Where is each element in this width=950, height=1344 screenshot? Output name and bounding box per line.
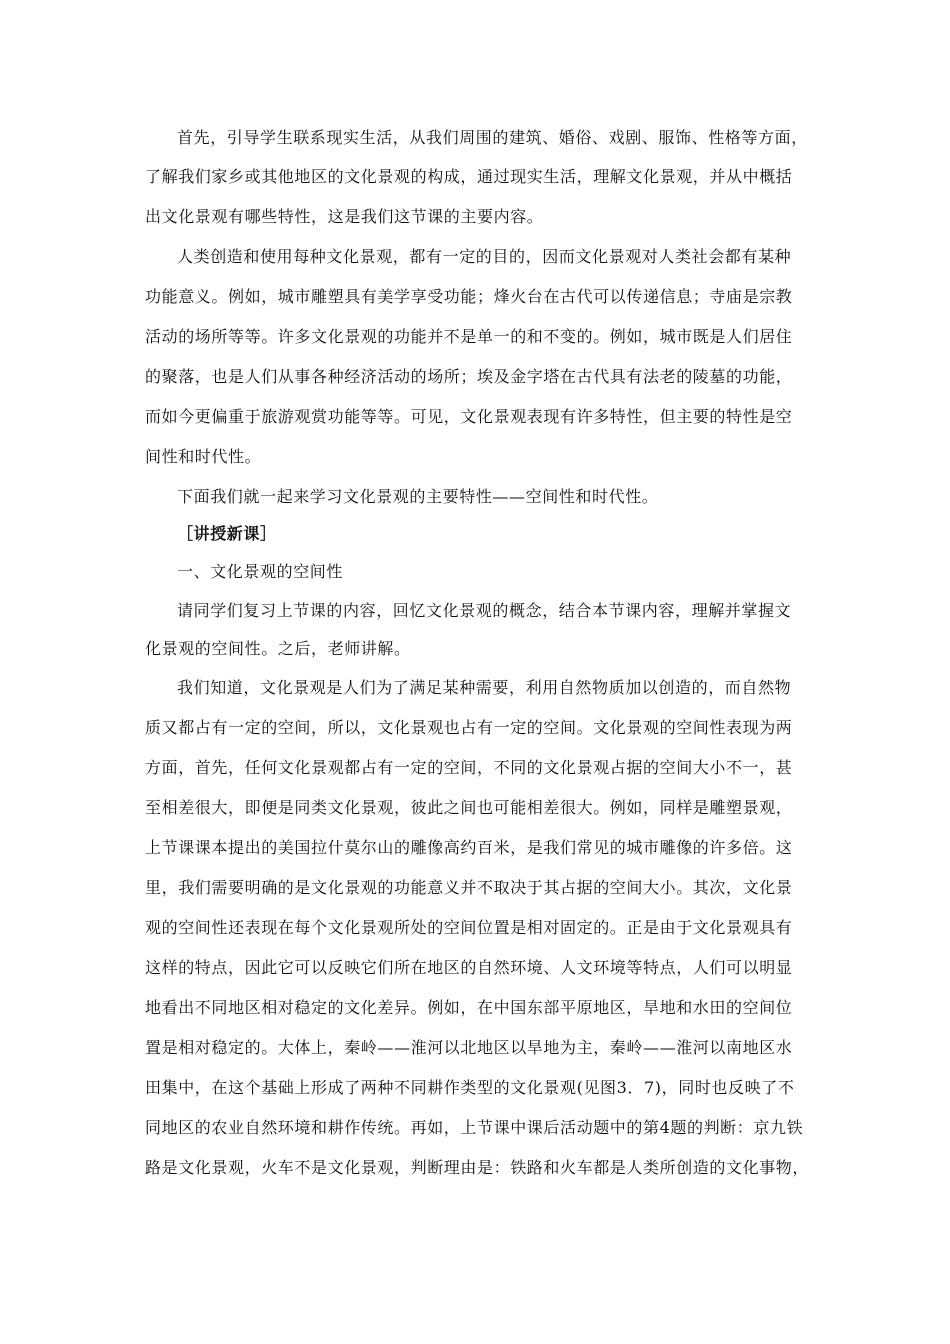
paragraph-line: 质又都占有一定的空间，所以，文化景观也占有一定的空间。文化景观的空间性表现为两 <box>145 718 793 737</box>
paragraph-line: 下面我们就一起来学习文化景观的主要特性——空间性和时代性。 <box>177 487 659 506</box>
section-heading: ［讲授新课］ <box>177 524 277 543</box>
paragraph-line: 而如今更偏重于旅游观赏功能等等。可见，文化景观表现有许多特性，但主要的特性是空 <box>145 407 793 426</box>
paragraph-line: 间性和时代性。 <box>145 447 262 466</box>
paragraph-line: 功能意义。例如，城市雕塑具有美学享受功能；烽火台在古代可以传递信息；寺庙是宗教 <box>145 287 793 306</box>
paragraph-line: 上节课课本提出的美国拉什莫尔山的雕像高约百米，是我们常见的城市雕像的许多倍。这 <box>145 838 793 857</box>
paragraph-line: 出文化景观有哪些特性，这是我们这节课的主要内容。 <box>145 207 544 226</box>
paragraph-line: 至相差很大，即便是同类文化景观，彼此之间也可能相差很大。例如，同样是雕塑景观， <box>145 798 793 817</box>
paragraph-line: 人类创造和使用每种文化景观，都有一定的目的，因而文化景观对人类社会都有某种 <box>177 247 792 266</box>
paragraph-line: 请同学们复习上节课的内容，回忆文化景观的概念，结合本节课内容，理解并掌握文 <box>177 601 792 620</box>
paragraph-line: 里，我们需要明确的是文化景观的功能意义并不取决于其占据的空间大小。其次，文化景 <box>145 878 793 897</box>
paragraph-line: 活动的场所等等。许多文化景观的功能并不是单一的和不变的。例如，城市既是人们居住 <box>145 327 793 346</box>
paragraph-line: 置是相对稳定的。大体上，秦岭——淮河以北地区以旱地为主，秦岭——淮河以南地区水 <box>145 1038 793 1057</box>
subsection-heading: 一、文化景观的空间性 <box>177 562 344 581</box>
paragraph-line: 田集中，在这个基础上形成了两种不同耕作类型的文化景观(见图3．7)，同时也反映了不 <box>145 1078 795 1097</box>
paragraph-line: 地看出不同地区相对稳定的文化差异。例如，在中国东部平原地区，旱地和水田的空间位 <box>145 998 793 1017</box>
paragraph-line: 同地区的农业自然环境和耕作传统。再如，上节课中课后活动题中的第4题的判断：京九铁 <box>145 1118 804 1137</box>
paragraph-line: 路是文化景观，火车不是文化景观，判断理由是：铁路和火车都是人类所创造的文化事物， <box>145 1158 810 1177</box>
paragraph-line: 我们知道，文化景观是人们为了满足某种需要，利用自然物质加以创造的，而自然物 <box>177 678 792 697</box>
paragraph-line: 了解我们家乡或其他地区的文化景观的构成，通过现实生活，理解文化景观，并从中概括 <box>145 167 793 186</box>
paragraph-line: 的聚落，也是人们从事各种经济活动的场所；埃及金字塔在古代具有法老的陵墓的功能， <box>145 367 793 386</box>
paragraph-line: 观的空间性还表现在每个文化景观所处的空间位置是相对固定的。正是由于文化景观具有 <box>145 918 793 937</box>
paragraph-line: 首先，引导学生联系现实生活，从我们周围的建筑、婚俗、戏剧、服饰、性格等方面， <box>177 128 808 147</box>
paragraph-line: 方面，首先，任何文化景观都占有一定的空间，不同的文化景观占据的空间大小不一，甚 <box>145 758 793 777</box>
paragraph-line: 化景观的空间性。之后，老师讲解。 <box>145 639 411 658</box>
paragraph-line: 这样的特点，因此它可以反映它们所在地区的自然环境、人文环境等特点，人们可以明显 <box>145 958 793 977</box>
